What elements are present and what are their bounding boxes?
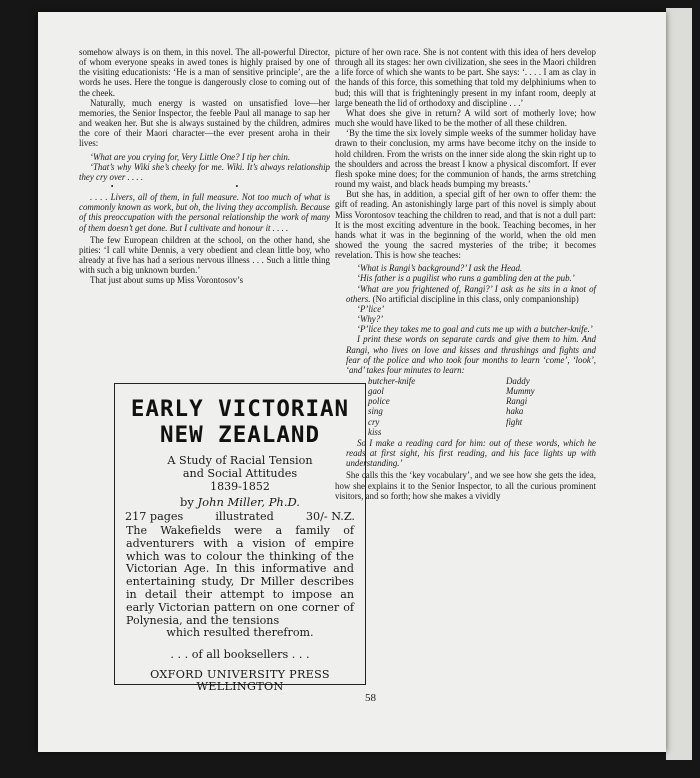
page-number: 58 bbox=[365, 692, 376, 704]
left-column bbox=[79, 47, 330, 285]
vocab-row bbox=[368, 417, 588, 427]
left-paragraph-2: Naturally, much energy is wasted on unsatisfied love—her memories, the Senior Inspector, the feeble Paul all manage to sap her and weaken her. But she is always sustained by the children, admires the core of their Maori character—the ever present aroha in their lives: bbox=[79, 97, 330, 149]
aroha-quote bbox=[79, 152, 330, 233]
vocab-word: Mummy bbox=[506, 386, 535, 397]
teaching-quote-2: ‘His father is a pugilist who runs a gambling den at the pub.’ bbox=[357, 273, 575, 284]
left-paragraph-3: The few European children at the school, on the other hand, she pities: ‘I call white Dennis, a very obedient and clean little boy, who already at five has had a serious nervous illness . . . Such a little thing with such a big unknown burden.’ bbox=[79, 234, 330, 276]
ad-description: The Wakefields were a family of adventurers with a vision of empire which was to colour the thinking of the Victorian Age. In this informative and entertaining study, Dr Miller describes in detail their attempt to impose an early Victorian pattern on one corner of Polynesia, and the tensions bbox=[126, 524, 354, 627]
vocab-word: kiss bbox=[368, 426, 382, 437]
vocab-word: gaol bbox=[368, 386, 384, 397]
teaching-quote bbox=[346, 263, 596, 468]
livers-quote: . . . . Livers, all of them, in full measure. Not too much of what is commonly known as work, but oh, the living they accomplish. Because of this preoccupation with the personal relationship the work of many of them doesn’t get done. But I cultivate and honour it . . . . bbox=[79, 192, 330, 233]
vocab-row bbox=[368, 396, 588, 406]
teaching-quote-3a: ‘What are you frightened of, Rangi?’ I ask as he sits in a knot of others. bbox=[346, 283, 596, 304]
ad-publisher-name: OXFORD UNIVERSITY PRESS bbox=[150, 668, 330, 682]
ad-booksellers: . . . of all booksellers . . . bbox=[170, 648, 310, 662]
right-paragraph-4: But she has, in addition, a special gift of her own to offer them: the gift of reading. An astonishingly large part of this novel is simply about Miss Vorontosov teaching the children to read, and that is not a dull part: It is the most exciting adventure in the book. Teaching becomes, in her hands what it was in the beginning of the world, when the old men showed the young the sacred mysteries of the tribe; it becomes revelation. This is how she teaches: bbox=[335, 189, 596, 261]
vocab-word: Rangi bbox=[506, 396, 528, 407]
vocab-word: fight bbox=[506, 416, 523, 427]
ad-publisher-city: WELLINGTON bbox=[196, 680, 284, 694]
right-column bbox=[335, 47, 596, 501]
vocab-word: Daddy bbox=[506, 376, 530, 386]
right-paragraph-2: What does she give in return? A wild sort of motherly love; how much she would have liked to be the mother of all these children. bbox=[335, 107, 596, 129]
ad-author-name: John Miller, Ph.D. bbox=[197, 495, 300, 509]
vocab-word: haka bbox=[506, 406, 524, 417]
teaching-quote-1: ‘What is Rangi’s background?’ I ask the Head. bbox=[357, 263, 523, 274]
vocab-row bbox=[368, 406, 588, 416]
ad-price: 30/- N.Z. bbox=[305, 510, 355, 523]
ad-subtitle-line-1: A Study of Racial Tension bbox=[167, 454, 313, 467]
vocab-row bbox=[368, 386, 588, 396]
ad-years: 1839-1852 bbox=[210, 480, 270, 493]
ad-title-line-1: EARLY VICTORIAN bbox=[130, 396, 350, 422]
left-paragraph-1: somehow always is on them, in this novel. The all-powerful Director, of whom everyone speaks in awed tones is highly praised by one of the visiting educationists: ‘He is a man of sensitive principle’, are the words he uses. Here the tongue is dangerously close to coming out of the cheek. bbox=[79, 47, 330, 98]
vocab-word: cry bbox=[368, 416, 380, 427]
right-paragraph-3: ‘By the time the six lovely simple weeks of the summer holiday have drawn to their conclusion, my arms have become itchy on the inside to hold children. From the wrists on the inner side along the skin right up to the shoulders and across the breast I know a physical discomfort. If ever flesh spoke mine does; for the communion of hands, the arms stretching round my waist, and black heads bumping my breasts.’ bbox=[335, 128, 596, 190]
ad-description-end: which resulted therefrom. bbox=[166, 626, 314, 640]
aroha-quote-line-1: ‘What are you crying for, Very Little One? I tip her chin. bbox=[90, 151, 291, 162]
right-paragraph-1: picture of her own race. She is not content with this idea of hers develop through all its stages: her own civilization, she sees in the Maori children a life force of which she wants to be part. She says: ‘. . . . I am as clay in the hands of this force, this something that told my delphiniums when to bud; this will that is frighteningly present in my infant room, deeply at large beneath the lid of orthodoxy and discipline . . .’ bbox=[335, 47, 596, 108]
ad-pages: 217 pages bbox=[125, 510, 184, 523]
ad-subtitle-line-2: and Social Attitudes bbox=[182, 466, 298, 480]
vocab-word: butcher-knife bbox=[368, 376, 416, 386]
ad-author bbox=[115, 495, 365, 509]
book-advertisement bbox=[114, 383, 366, 694]
vocab-word: police bbox=[368, 396, 390, 407]
teaching-quote-7: I print these words on separate cards and give them to him. And Rangi, who lives on love and kisses and thrashings and fights and fear of the police and who took four months to learn ‘come’, ‘look’, ‘and’ takes four minutes to learn: bbox=[346, 334, 596, 375]
aroha-quote-line-2: ‘That’s why Wiki she’s cheeky for me. Wiki. It’s always relationship they cry over . . . . bbox=[79, 161, 330, 182]
section-stars: • • bbox=[110, 182, 299, 192]
teaching-quote-5: ‘Why?’ bbox=[357, 314, 384, 325]
vocab-row bbox=[368, 376, 588, 386]
ad-author-prefix: by bbox=[180, 495, 194, 509]
vocab-row bbox=[368, 427, 588, 437]
vocab-word: sing bbox=[368, 406, 383, 417]
teaching-quote-3b: (No artificial discipline in this class, only companionship) bbox=[372, 293, 579, 304]
ad-illustrated: illustrated bbox=[215, 510, 274, 523]
teaching-quote-4: ‘P’lice’ bbox=[357, 303, 385, 314]
teaching-quote-8: So I make a reading card for him: out of these words, which he reads at first sight, his first reading, and his face lights up with understanding.’ bbox=[346, 437, 596, 469]
ad-title-line-2: NEW ZEALAND bbox=[159, 422, 320, 448]
teaching-quote-6: ‘P’lice they takes me to goal and cuts me up with a butcher-knife.’ bbox=[357, 324, 593, 335]
teaching-quote-3 bbox=[346, 284, 596, 304]
right-paragraph-5: She calls this the ‘key vocabulary’, and we see how she gets the idea, how she explains it to the Senior Inspector, to all the curious prominent visitors, and so forth; how she makes a vividly bbox=[335, 470, 596, 501]
left-paragraph-4: That just about sums up Miss Vorontosov’s bbox=[90, 275, 244, 286]
next-page-edge bbox=[666, 8, 692, 760]
ad-details-row bbox=[115, 510, 365, 523]
vocabulary-list bbox=[368, 376, 588, 437]
